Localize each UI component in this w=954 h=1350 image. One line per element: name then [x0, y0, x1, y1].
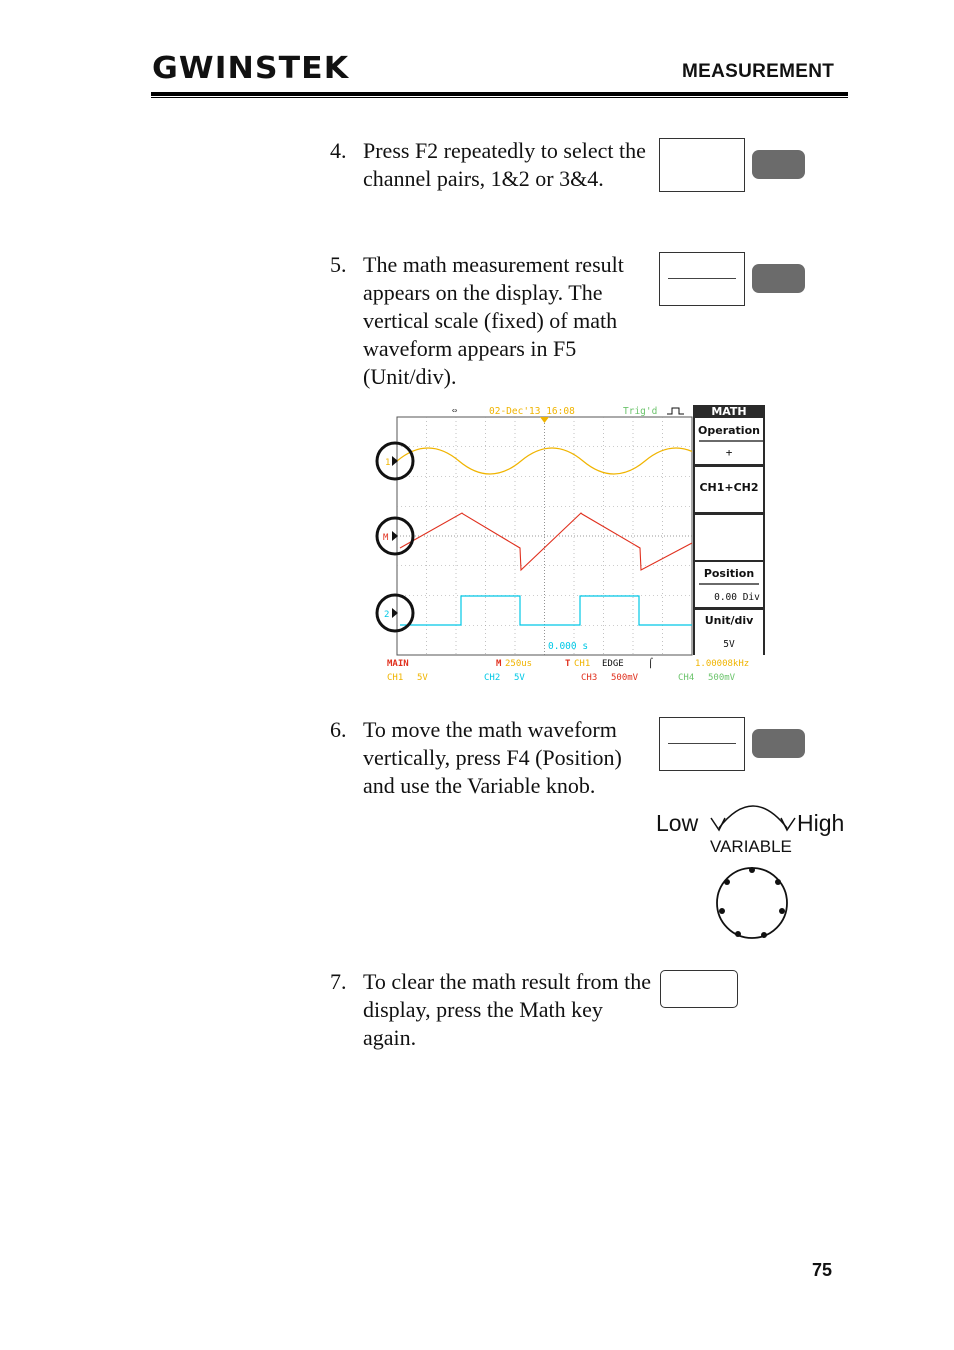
scope-date: 02-Dec'13 16:08 [489, 406, 575, 417]
ch2-label: CH2 [484, 673, 501, 683]
status-trig-src: CH1 [574, 659, 591, 669]
f5-key[interactable] [752, 264, 805, 293]
knob-direction-arrow [705, 798, 801, 838]
header-rule-thin [151, 97, 848, 98]
knob-label: VARIABLE [710, 837, 792, 856]
step-text: Press F2 repeatedly to select the channel pairs, 1&2 or 3&4. [363, 138, 646, 191]
step-number: 7. [330, 969, 347, 994]
header-rule [151, 92, 848, 96]
svg-text:⇔: ⇔ [452, 406, 458, 416]
step-number: 6. [330, 717, 347, 742]
menu-unit-value: 5V [723, 639, 735, 650]
soft-menu-box [659, 717, 745, 771]
ch4-scale: 500mV [708, 673, 736, 683]
ch3-scale: 500mV [611, 673, 639, 683]
knob-high-label: High [797, 810, 845, 836]
step-text: The math measurement result appears on the display. The vertical scale (fixed) of math waveform appears in F5 (Unit/div). [363, 252, 624, 389]
soft-menu-box [659, 252, 745, 306]
menu-title: MATH [711, 405, 747, 418]
ch4-label: CH4 [678, 673, 695, 683]
f2-key[interactable] [752, 150, 805, 179]
status-timebase: 250us [505, 659, 533, 669]
variable-knob[interactable] [714, 865, 790, 941]
menu-source-value: CH1+CH2 [699, 481, 759, 494]
step-number: 5. [330, 252, 347, 277]
step-text: To clear the math result from the display, press the Math key again. [363, 969, 652, 1050]
time-offset: 0.000 s [548, 641, 589, 652]
status-main: MAIN [387, 659, 409, 669]
status-t: T [565, 659, 571, 669]
math-marker: M [383, 533, 389, 543]
ch1-label: CH1 [387, 673, 404, 683]
ch2-marker: 2 [384, 610, 390, 620]
ch3-label: CH3 [581, 673, 598, 683]
scope-trig-status: Trig'd [623, 406, 658, 417]
page-number: 75 [812, 1260, 833, 1280]
step-text: To move the math waveform vertically, press F4 (Position) and use the Variable knob. [363, 717, 622, 798]
math-key[interactable] [660, 970, 738, 1008]
section-title: MEASUREMENT [682, 61, 835, 82]
knob-low-label: Low [656, 810, 699, 836]
svg-text:⌠: ⌠ [648, 659, 654, 669]
ch2-scale: 5V [514, 673, 525, 683]
menu-operation-label: Operation [698, 424, 760, 437]
menu-unit-label: Unit/div [704, 614, 754, 627]
oscilloscope-screen [367, 403, 767, 685]
menu-position-label: Position [703, 567, 755, 580]
status-m: M [496, 659, 502, 669]
ch1-scale: 5V [417, 673, 428, 683]
status-trig-type: EDGE [602, 659, 624, 669]
menu-position-value: 0.00 Div [714, 592, 760, 603]
menu-operation-value: + [725, 446, 733, 459]
status-frequency: 1.00008kHz [695, 659, 750, 669]
brand-logo: GWINSTEK [152, 51, 350, 86]
step-number: 4. [330, 138, 347, 163]
soft-menu-box [659, 138, 745, 192]
ch1-marker: 1 [385, 458, 391, 468]
f4-key[interactable] [752, 729, 805, 758]
